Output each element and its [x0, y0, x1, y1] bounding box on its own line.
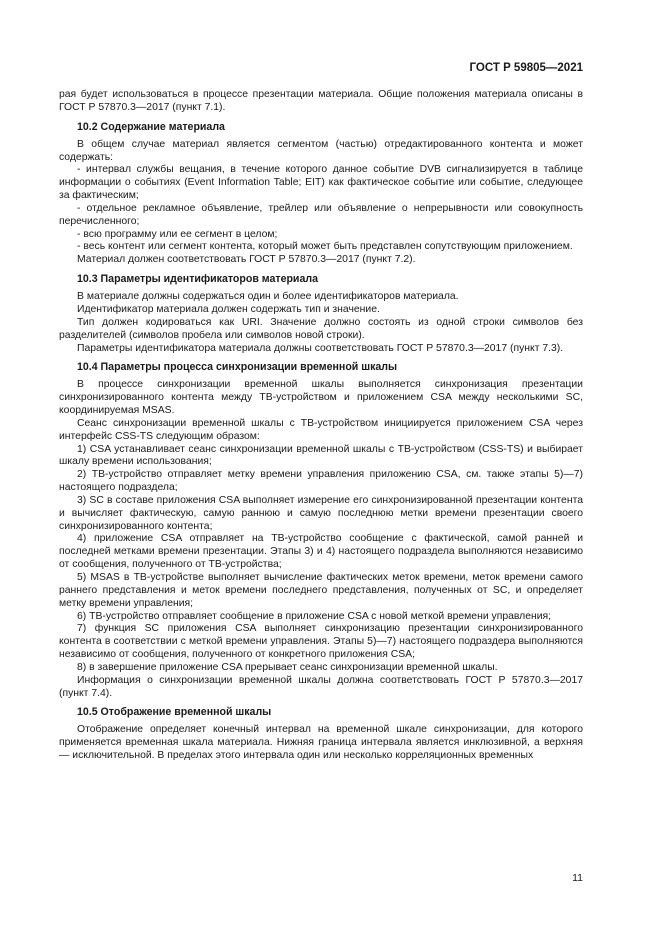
paragraph: 3) SC в составе приложения CSA выполняет измерение его синхронизированной презентации контента и вычисляет фактическую, самую раннюю и самую последнюю метки времени презентации своего синхронизированного контента;	[59, 494, 583, 532]
paragraph: Материал должен соответствовать ГОСТ Р 57870.3—2017 (пункт 7.2).	[77, 254, 416, 266]
paragraph: Сеанс синхронизации временной шкалы с ТВ-устройством инициируется приложением CSA через интерфейс CSS-TS следующим образом:	[59, 417, 583, 442]
document-body	[59, 89, 583, 763]
paragraph: 6) ТВ-устройство отправляет сообщение в приложение CSA с новой меткой времени управления;	[77, 610, 552, 622]
paragraph: - отдельное рекламное объявление, трейлер или объявление о непрерывности или совокупность перечисленного;	[59, 202, 583, 227]
paragraph: В общем случае материал является сегментом (частью) отредактированного контента и может содержать:	[59, 138, 583, 163]
paragraph: - весь контент или сегмент контента, который может быть представлен сопутствующим приложением.	[77, 241, 573, 253]
paragraph: Тип должен кодироваться как URI. Значение должно состоять из одной строки символов без разделителей (символов пробела или символов новой строки).	[59, 316, 583, 341]
paragraph: В процессе синхронизации временной шкалы выполняется синхронизация презентации синхронизированного контента между ТВ-устройством и приложением CSA между несколькими SC, координируемая MSAS.	[59, 379, 583, 417]
paragraph: Информация о синхронизации временной шкалы должна соответствовать ГОСТ Р 57870.3—2017 (пункт 7.4).	[59, 674, 583, 699]
paragraph: 2) ТВ-устройство отправляет метку времени управления приложению CSA, см. также этапы 5)—7) настоящего подраздела;	[59, 469, 583, 494]
paragraph: Отображение определяет конечный интервал на временной шкале синхронизации, для которого применяется временная шкала материала. Нижняя граница интервала является инклюзивной, а верхняя — исключительной. В пределах этого интервала один или несколько корреляционных временных	[59, 724, 583, 762]
section-heading: 10.3 Параметры идентификаторов материала	[77, 273, 318, 286]
page-number: 11	[572, 872, 583, 884]
section-heading: 10.4 Параметры процесса синхронизации временной шкалы	[77, 361, 398, 374]
paragraph: 7) функция SC приложения CSA выполняет синхронизацию презентации синхронизированного контента в соответствии с меткой времени управления. Этапы 5)—7) настоящего подраздера выполняются независимо от сообщения, полученного от конкретного приложения CSA;	[59, 623, 583, 661]
document-code: ГОСТ Р 59805—2021	[469, 62, 583, 74]
paragraph: Идентификатор материала должен содержать тип и значение.	[77, 303, 380, 315]
section-heading: 10.2 Содержание материала	[77, 120, 225, 133]
paragraph: 8) в завершение приложение CSA прерывает сеанс синхронизации временной шкалы.	[77, 661, 498, 673]
paragraph: В материале должны содержаться один и более идентификаторов материала.	[77, 291, 459, 303]
paragraph: 4) приложение CSA отправляет на ТВ-устройство сообщение с фактической, самой ранней и последней метками времени презентации. Этапы 3) и 4) настоящего подраздела выполняются независимо от сообщения, полученного от ТВ-устройства;	[59, 533, 583, 571]
section-heading: 10.5 Отображение временной шкалы	[77, 706, 272, 719]
paragraph: 1) CSA устанавливает сеанс синхронизации временной шкалы с ТВ-устройством (CSS-TS) и выбирает шкалу времени использования;	[59, 443, 583, 468]
paragraph: - всю программу или ее сегмент в целом;	[77, 228, 278, 240]
paragraph: рая будет использоваться в процессе презентации материала. Общие положения материала описаны в ГОСТ Р 57870.3—2017 (пункт 7.1).	[59, 89, 583, 113]
paragraph: Параметры идентификатора материала должны соответствовать ГОСТ Р 57870.3—2017 (пункт 7.3).	[77, 342, 564, 354]
paragraph: 5) MSAS в ТВ-устройстве выполняет вычисление фактических меток времени, меток времени самого раннего представления и меток времени последнего представления, полученных от SC, и определяет метку времени управления;	[59, 572, 583, 609]
paragraph: - интервал службы вещания, в течение которого данное событие DVB сигнализируется в таблице информации о событиях (Event Information Table; EIT) как фактическое событие или событие, следующее за фактическим;	[59, 164, 583, 202]
